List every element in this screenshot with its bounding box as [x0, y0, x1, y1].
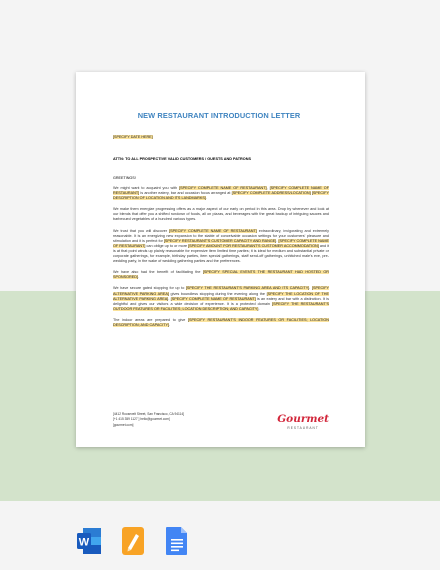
website-line: [gourmet.com] — [113, 422, 134, 427]
contact-line: [+1 415 359 1127 ] hello@gourmet.com] — [113, 417, 170, 422]
paragraph-2: We make them energize progressing offers as a major aspect of our early on period in this area. Drop by whenever and look at our blends that offer you a shifted rundown of foods, all on pizzas, and beverages with the great backup of intriguing sauces and barbecued vegetables of a hundred various types. — [113, 207, 329, 222]
word-icon[interactable] — [76, 526, 100, 556]
svg-text:W: W — [78, 536, 90, 549]
address-line: [4412 Roosevelt Street, San Francisco, CA 94114] — [113, 412, 184, 416]
attn-line: ATTN: TO ALL PROSPECTIVE VALID CUSTOMERS / GUESTS AND PATRONS — [113, 157, 252, 161]
letter-title: NEW RESTAURANT INTRODUCTION LETTER — [137, 111, 301, 120]
date-placeholder: [SPECIFY DATE HERE] — [113, 135, 153, 139]
pages-icon[interactable] — [120, 526, 144, 556]
background-bottom — [0, 501, 440, 570]
letter-preview-page — [76, 72, 365, 447]
paragraph-1: We might want to acquaint you with [SPECIFY COMPLETE NAME OF RESTAURANT], [SPECIFY COMPLETE NAME OF RESTAURANT] is another eatery, bar and occasion focus arranged at [SPECIFY COMPLETE ADDRESS/LOCATION] [SPECIFY DESCRIPTION OF LOCATION AND ITS LANDMARKS]. — [113, 186, 329, 201]
logo-name: Gourmet — [277, 413, 329, 425]
gourmet-logo — [277, 414, 329, 430]
greeting: GREETINGS! — [113, 176, 136, 180]
paragraph-6: The indoor areas are prepared to give [SPECIFY RESTAURANT'S INDOOR FEATURES OR FACILITIES; LOCATION DESCRIPTION; AND CAPACITY]. — [113, 317, 329, 327]
paragraph-4: We have also had the benefit of facilitating the [SPECIFY SPECIAL EVENTS THE RESTAURANT HAD HOSTED OR SPONSORED]. — [113, 270, 329, 280]
paragraph-5: We have secure gated stopping for up to [SPECIFY THE RESTAURANT'S PARKING AREA AND ITS CAPACITY]. [SPECIFY ALTERNATIVE PARKING AREA] gives boundless stopping during the evening along the [SPECIFY THE LOCATION OF THE ALTERNATIVE PARKING AREA]. [SPECIFY COMPLETE NAME OF RESTAURANT] is an eatery and bar with a distinction. It is delightful and gives our visitors a wide decision of experience. It is a protected domain [SPECIFY THE RESTAURANT'S OUTDOOR FEATURES OR FACILITIES; LOCATION DESCRIPTION; AND CAPACITY]. — [113, 286, 330, 311]
paragraph-3: We trust that you will discover [SPECIFY COMPLETE NAME OF RESTAURANT] extraordinary, invigorating and extremely reasonable. It is an energizing new expansion to the stable of conceivable occasion settings for your customers' pleasure and stimulation and it is perfect for [SPECIFY RESTAURANT'S CUSTOMER CAPACITY AND RANGE] [SPECIFY COMPLETE NAME OF RESTAURANT] can oblige up to or more [SPECIFY AMOUNT FOR RESTAURANT'S CUSTOMER ACCOMMODATION] and it is at that point winds up plainly reasonable for expensive item limited time parties; it is ideal for medium and substantial private or corporate gatherings, for example, birthday parties, item special gatherings, staff send-off gatherings, unhitched male's eve, pre-wedding party, in the wake of wedding gathering parties and the preferences. — [113, 228, 330, 264]
google-docs-icon[interactable] — [164, 526, 188, 556]
logo-subtitle: RESTAURANT — [287, 426, 319, 430]
letter-body — [113, 111, 329, 328]
letter-footer — [113, 412, 329, 442]
